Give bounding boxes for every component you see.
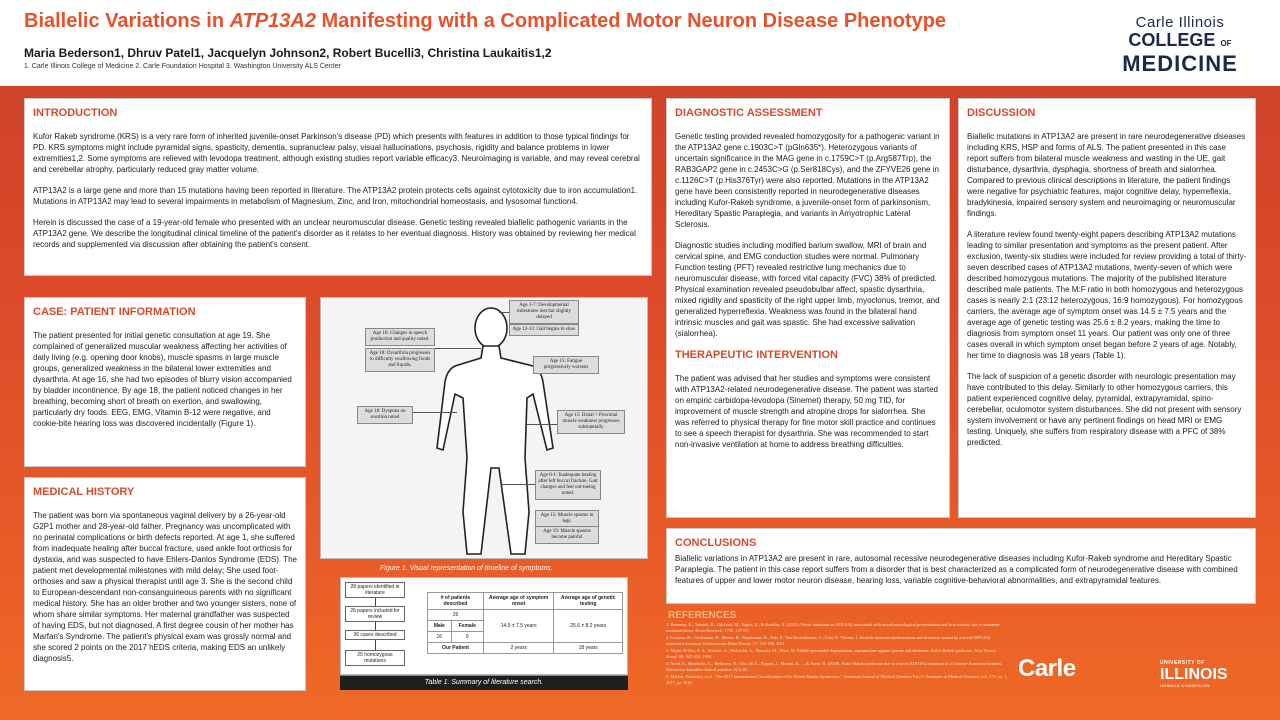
- paragraph: Genetic testing provided revealed homozygosity for a pathogenic variant in the ATP13A2 gene c.1903C>T (pGln635*). Heterozygous variants of uncertain significance in the MAG gene in c.1759C>T (p.Arg587Trp), the RAB3GAP2 gene in c.2453C>G (p.Ser818Cys), and the ZFYVE26 gene in c.1126C>T (p.His376Tyr) were also reported. Mutations in the ATP13A2 gene have been consistently reported in neurodegenerative diseases including Kufor-Rakeb syndrome, a juvenile-onset form of parkinsonism, Hereditary Spastic Paraplegia, and variants in Amyotrophic Lateral Sclerosis.: [675, 132, 940, 229]
- poster-header: [0, 0, 1280, 86]
- connector-line: [527, 424, 557, 425]
- summary-table: [427, 592, 623, 654]
- connector-line: [501, 484, 535, 485]
- affiliations: 1. Carle Illinois College of Medicine 2. Carle Foundation Hospital 3. Washington University ALS Center: [24, 63, 341, 70]
- reference-item: 2. Crosiers, D., Ceulemans, B., Meeus, B., Nuytemans, K., Pals, P., Van Broeckhoven, C., Cras, P., Theuns, J. Juvenile dystonia-parkinsonism and dementia caused by a novel ATP13A2 frameshift mutation. Parkinsonism Relat Disord. 17: 135-138, 2011.: [666, 635, 991, 646]
- table-cell: 25.6 ± 8.2 years: [554, 610, 623, 643]
- section-heading: THERAPEUTIC INTERVENTION: [675, 349, 838, 361]
- literature-table: [340, 577, 628, 675]
- flow-step: 36 cases described: [345, 630, 405, 640]
- timeline-note: Age 12-13: Gait begins to slow: [509, 324, 579, 336]
- paragraph: The lack of suspicion of a genetic disorder with neurologic presentation may have contributed to this delay. Similarly to other homozygous carriers, this patient experienced cognitive delay, pyramidal, extrapyramidal, spino-cerebellar, oculomotor system disturbances. She did not present with sensory system involvement or have any pertinent findings on head MRI or EMG testing. Uniquely, she suffers from respiratory disease with a PFC of 38% predicted.: [967, 372, 1242, 447]
- flow-arrow: [375, 640, 376, 650]
- logo-line: ILLINOIS: [1160, 666, 1228, 683]
- references-heading: REFERENCES: [668, 610, 737, 621]
- diagnostic-panel: [666, 98, 950, 518]
- section-heading: CASE: PATIENT INFORMATION: [33, 306, 196, 318]
- section-heading: DIAGNOSTIC ASSESSMENT: [675, 107, 823, 119]
- logo-line: MEDICINE: [1122, 51, 1238, 76]
- discussion-panel: [958, 98, 1256, 518]
- timeline-note: Age 15: Distal > Proximal muscle weakness progresses substantially: [557, 410, 625, 434]
- table-row: [428, 593, 623, 610]
- title-part: Manifesting with a Complicated Motor Neuron Disease Phenotype: [315, 10, 947, 32]
- author-list: Maria Bederson1, Dhruv Patel1, Jacquelyn Johnson2, Robert Bucelli3, Christina Laukaitis1,2: [24, 46, 552, 60]
- section-heading: DISCUSSION: [967, 107, 1036, 119]
- table-cell: 14.5 ± 7.5 years: [483, 610, 553, 643]
- references-list: [666, 622, 1008, 687]
- reference-item: 4. Noch, E., Hendricks, C., Hellmers, N., Chu, M. L., Pappas, J., Morant, E., ... & Saeta, H. (2018). Kufor-Rakeb syndrome due to a novel ATP13A2 mutation in 2 Chinese-American brothers. Movement disorders clinical practice, 5(1), 81.: [666, 661, 1003, 672]
- logo-line: UNIVERSITY OF: [1160, 660, 1205, 666]
- column-header: Average age of symptom onset: [483, 593, 553, 610]
- connector-line: [435, 348, 481, 349]
- logo-word: COLLEGE: [1128, 30, 1216, 50]
- table-cell: 16: [428, 632, 452, 643]
- connector-line: [413, 412, 457, 413]
- timeline-note: Age 18: Dyspnea on exertion noted: [357, 406, 413, 424]
- uiuc-logo: [1160, 660, 1260, 688]
- medical-history-panel: [24, 477, 306, 691]
- section-heading: CONCLUSIONS: [675, 537, 757, 549]
- paragraph: Biallelic mutations in ATP13A2 are present in rare neurodegenerative diseases including KRS, HSP and forms of ALS. The patient presented in this case report suffers from bilateral muscle weakness and wasting in the UE, gait disturbance, dysarthria, dysphagia, shortness of breath and sialorrhea. Compared to previous clinical descriptions in literature, the patient findings were negative for psychiatric features, major cognitive delay, hyperreflexia, bradykinesia, impaired sensory system and neuroimaging or neuromuscular findings.: [967, 132, 1246, 218]
- table-cell: Male: [428, 621, 452, 632]
- title-gene: ATP13A2: [229, 10, 316, 32]
- timeline-note: Age 16: Changes in speech production and quality noted.: [365, 328, 435, 346]
- logo-line: [1100, 31, 1260, 53]
- timeline-note: Age 1-7: Developmental milestones met but slightly delayed: [509, 300, 579, 324]
- paragraph: The patient was advised that her studies and symptoms were consistent with ATP13A2-related neurodegenerative disease. The patient was started on empiric carbidopa-levodopa (Sinemet) therapy, 50 mg TID, for improvement of muscle strength and atropine drops for sialorrhea. She was referred to physical therapy for fine motor skill practice and continues to see a speech therapist for dysarthria. She was recommended to start non-invasive ventilation at home to address breathing difficulties.: [675, 374, 938, 449]
- logo-of: OF: [1220, 39, 1232, 48]
- flow-arrow: [375, 598, 376, 606]
- flow-arrow: [375, 622, 376, 630]
- logo-line: Carle Illinois: [1135, 14, 1225, 31]
- timeline-note: Age 0-1: Inadequate healing after left buccal fracture. Gait changes and feet out-toeing noted.: [535, 470, 601, 500]
- table-cell: 26: [428, 610, 484, 621]
- table-cell: 18 years: [554, 643, 623, 654]
- figure-caption: Figure 1. Visual representation of timeline of symptoms.: [380, 565, 553, 572]
- table-cell: Our Patient: [428, 643, 484, 654]
- column-header: # of patients described: [428, 593, 484, 610]
- flow-step: 28 papers identified in literature: [345, 582, 405, 598]
- paragraph: A literature review found twenty-eight papers describing ATP13A2 mutations leading to similar presentation and symptoms as the present patient. After exclusion, twenty-six studies were included for review providing a total of thirty-seven described cases of ATP13A2 mutations, twenty-seven of which were described homozygous mutations. The majority of the published literature described male patients. The M:F ratio in both homozygous and heterozygous cases is nearly 2:1 (23:12 heterozygous, 16:9 homozygous). For homozygous carriers, the average age of symptom onset was 14.5 ± 7.5 years and the average age of genetic testing was 25.6 ± 8.2 years, making the time to diagnosis from symptom onset 11 years. Our patient was only one of three cases overall in which symptom onset began before 2 years of age. Notably, her time to diagnosis was 18 years (Table 1).: [967, 230, 1247, 360]
- table-row: [428, 610, 623, 621]
- section-heading: INTRODUCTION: [33, 107, 118, 119]
- paragraph: Biallelic variations in ATP13A2 are present in rare, autosomal recessive neurodegenerative diseases including Kufor-Rakeb syndrome and Hereditary Spastic Paraplegia. The patient in this case report suffers from a disorder that is best characterized as a complicated form of neurodegenerative disease with combined features of upper and lower motor neuron disease, hearing loss, variable cognitive-behavioral abnormalities, and extrapyramidal features.: [675, 554, 1238, 585]
- column-header: Average age of genetic testing: [554, 593, 623, 610]
- conclusions-panel: [666, 528, 1256, 604]
- reference-item: 3. Najim Al-Din, A. S., Wriekat, A., Mubaidin, A., Dasouki, M., Hiari, M. Pallido-pyramidal degeneration, supranuclear upgaze paresis and dementia: Kufor-Rakeb syndrome. Acta Neurol. Scand. 89: 347-352, 1994.: [666, 648, 997, 659]
- introduction-panel: [24, 98, 652, 276]
- paragraph: Kufor Rakeb syndrome (KRS) is a very rare form of inherited juvenile-onset Parkinson's disease (PD) which presents with features in addition to those typical findings for PD. KRS symptoms might include pyramidal signs, spasticity, dementia, supranuclear palsy, visual hallucinations, psychosis, rigidity and balance problems in lower extremities1,2. Some symptoms are relieved with levodopa treatment, although existing studies report variable efficacy3. Neuroimaging is variable, and may reveal cerebral and cerebellar atrophy, particularly reduced gray matter volume.: [33, 132, 640, 174]
- flow-step: 26 papers included for review: [345, 606, 405, 622]
- logo-line: URBANA-CHAMPAIGN: [1160, 683, 1210, 688]
- timeline-note: Age 19: Muscle spasms become painful: [535, 526, 599, 544]
- table-cell: 2 years: [483, 643, 553, 654]
- timeline-note: Age 15: Muscle spasms in legs.: [535, 510, 599, 528]
- table-caption: Table 1. Summary of literature search.: [340, 676, 628, 690]
- table-row: [428, 643, 623, 654]
- carle-illinois-logo: [1100, 14, 1260, 75]
- timeline-note: Age 18: Dysarthria progresses to difficulty swallowing foods and liquids.: [365, 348, 435, 372]
- reference-item: 5. Malfait, Fransiska, et al. "The 2017 International Classification of the Ehlers-Danlos Syndromes." American Journal of Medical Genetics Part C: Seminars in Medical Genetics, vol. 175, no. 1, 2017, pp. 8-26.: [666, 674, 1008, 685]
- paragraph: Diagnostic studies including modified barium swallow, MRI of brain and cervical spine, and EMG conduction studies were normal. Pulmonary Function testing (PFT) revealed restrictive lung mechanics due to neuromuscular disease, with forced vital capacity (FVC) 38% of predicted. Physical examination revealed pseudobulbar affect, spastic dysarthria, mixed rigidity and spasticity of the right upper limb, myoclonus, tremor, and generalized hyperreflexia. Weakness was found in the bilateral hand intrinsic muscles and gait was spastic. She had excessive salivation (sialorrhea).: [675, 241, 940, 338]
- table-cell: Female: [451, 621, 483, 632]
- paragraph: ATP13A2 is a large gene and more than 15 mutations having been reported in literature. The ATP13A2 protein protects cells against cytotoxicity due to iron accumulation1. Mutations in ATP13A2 may lead to several impairments in metabolism of Magnesium, Zinc, and Iron, mitochondrial homeostasis, and lysosomal function4.: [33, 186, 638, 206]
- symptom-timeline-figure: [320, 297, 648, 559]
- timeline-note: Age 15: Fatigue progressively worsens: [533, 356, 599, 374]
- title-part: Biallelic Variations in: [24, 10, 230, 32]
- connector-line: [499, 312, 509, 313]
- table-cell: 9: [451, 632, 483, 643]
- case-panel: [24, 297, 306, 467]
- paragraph: The patient was born via spontaneous vaginal delivery by a 26-year-old G2P1 mother and 28-year-old father. Pregnancy was uncomplicated with no perinatal complications or birth defects reported. At age 1, she suffered from inadequate healing after buccal fracture, used ankle foot orthosis for dystaxia, and was suspected to have Ehlers-Danlos Syndrome (EDS). The patient met developmental milestones with mild delay; She used foot-orthoses and saw a physical therapist until age 3. She is the second child to European-descendant non-consanguineous parents with no significant medical history. She has an older brother and two younger sisters, none of whom share similar symptoms. Her maternal grandfather was suspected of having EDS, but not diagnosed. A first degree cousin of her mother has Marfan's Syndrome. The patient's physical exam was grossly normal and she scored 2 points on the 2017 hEDS criteria, making EDS an unlikely diagnosis5.: [33, 511, 297, 663]
- paragraph: Herein is discussed the case of a 19-year-old female who presented with an unclear neuromuscular disease. Genetic testing revealed biallelic pathogenic variants in the ATP13A2 gene. We describe the longitudinal clinical timeline of the patient's disorder as it relates to her eventual diagnosis. History was obtained by reviewing her medical records and supplemented via discussion after obtaining the patient's consent.: [33, 218, 636, 249]
- flow-step: 25 homozygous mutations: [345, 650, 405, 666]
- section-heading: MEDICAL HISTORY: [33, 486, 135, 498]
- paragraph: The patient presented for initial genetic consultation at age 19. She complained of generalized muscular weakness affecting her activities of daily living (e.g. opening door knobs), muscle spasms in large muscle groups, generalized weakness in the bilateral lower extremities and dysarthria. At age 16, she had two episodes of blurry vision accompanied by bladder incontinence. By age 18, the patient noticed changes in her breathing, becoming short of breath on exertion, and swallowing, particularly dry foods. EEG, EMG, Vitamin B-12 were negative, and cookie-bite hearing loss was discovered incidentally (Figure 1).: [33, 331, 292, 428]
- reference-item: 1. Kemmey, K., Tomiuk, R., Gilchrist, M., Yapici, Z., & Kurdiay, A. (2021). Novel mutations in ATP13A2 associated with mixed neurological presentations and iron toxicity due to nonsense-mediated decay. Brain Research. 1750, 147167.: [666, 622, 1001, 633]
- carle-logo: Carle: [1018, 655, 1076, 682]
- poster-title: [24, 10, 946, 33]
